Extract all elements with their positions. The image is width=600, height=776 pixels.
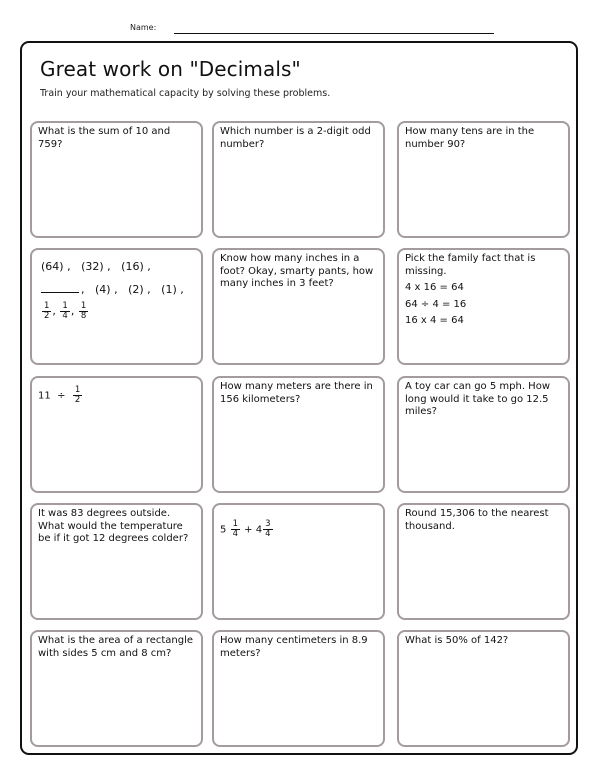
- problem-text: What is 50% of 142?: [405, 635, 509, 646]
- fraction: $\frac{1}{2}$: [44, 301, 50, 321]
- worksheet-subtitle: Train your mathematical capacity by solving these problems.: [40, 88, 331, 99]
- problem-text: What is the area of a rectangle with sides 5 cm and 8 cm?: [38, 635, 194, 659]
- mixed-number-expression: 5 $\frac{1}{4}$ + 4 $\frac{3}{4}$: [220, 519, 271, 539]
- problem-text: It was 83 degrees outside. What would the temperature be if it got 12 degrees colder?: [38, 508, 189, 544]
- problem-text: How many centimeters in 8.9 meters?: [220, 635, 368, 659]
- problem-text: How many meters are there in 156 kilometers?: [220, 381, 373, 405]
- problem-card-4: [30, 248, 203, 365]
- problem-card-11: [212, 503, 385, 620]
- problem-card-12: [397, 503, 570, 620]
- sequence-line-2: , (4) , (2) , (1) ,: [41, 284, 195, 297]
- problem-card-6: [397, 248, 570, 365]
- fraction: $\frac{1}{4}$: [232, 519, 238, 539]
- problem-card-14: [212, 630, 385, 747]
- problem-text: Pick the family fact that is missing.: [405, 253, 536, 277]
- problem-card-7: [30, 376, 203, 493]
- problem-text: What is the sum of 10 and 759?: [38, 126, 171, 150]
- fraction: $\frac{3}{4}$: [265, 519, 271, 539]
- problem-card-8: [212, 376, 385, 493]
- name-label: Name:: [130, 23, 157, 32]
- family-fact: 4 x 16 = 64: [405, 282, 464, 293]
- problem-card-5: [212, 248, 385, 365]
- problem-card-15: [397, 630, 570, 747]
- name-input-line[interactable]: [174, 33, 494, 34]
- problem-card-3: [397, 121, 570, 238]
- sequence-line-1: (64) , (32) , (16) ,: [41, 260, 151, 273]
- problem-text: Which number is a 2-digit odd number?: [220, 126, 371, 150]
- problem-card-13: [30, 630, 203, 747]
- division-expression: 11 ÷ $\frac{1}{2}$: [38, 385, 81, 405]
- problem-card-1: [30, 121, 203, 238]
- problem-text: A toy car can go 5 mph. How long would it take to go 12.5 miles?: [405, 381, 550, 417]
- fraction: $\frac{1}{8}$: [80, 301, 87, 321]
- problem-card-10: [30, 503, 203, 620]
- family-fact: 64 ÷ 4 = 16: [405, 298, 467, 310]
- answer-blank[interactable]: [41, 292, 79, 293]
- fraction: $\frac{1}{2}$: [74, 385, 81, 405]
- problem-card-9: [397, 376, 570, 493]
- problem-card-2: [212, 121, 385, 238]
- problem-text: Know how many inches in a foot? Okay, smarty pants, how many inches in 3 feet?: [220, 253, 374, 289]
- fraction: $\frac{1}{4}$: [62, 301, 68, 321]
- sequence-fractions: $\frac{1}{2}$ , $\frac{1}{4}$ , $\frac{1}{8}$: [44, 301, 87, 321]
- worksheet-title: Great work on "Decimals": [40, 57, 301, 81]
- problem-text: How many tens are in the number 90?: [405, 126, 535, 150]
- problem-text: Round 15,306 to the nearest thousand.: [405, 508, 549, 532]
- family-fact: 16 x 4 = 64: [405, 315, 464, 326]
